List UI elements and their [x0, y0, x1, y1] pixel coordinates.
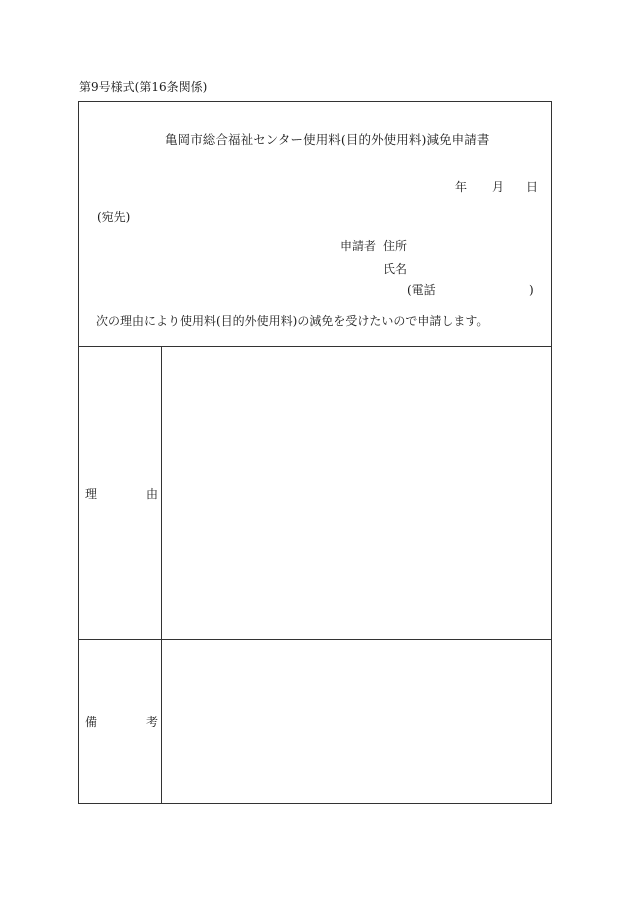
applicant-label: 申請者	[340, 239, 377, 253]
phone-close-paren: )	[529, 283, 534, 297]
reason-divider	[78, 639, 552, 640]
form-title: 亀岡市総合福祉センター使用料(目的外使用料)減免申請書	[165, 132, 490, 147]
form-frame	[78, 101, 552, 804]
form-number: 第9号様式(第16条関係)	[79, 80, 208, 94]
remarks-label-char-1: 備	[85, 715, 98, 729]
phone-label: (電話	[407, 283, 436, 297]
date-year-label: 年	[455, 180, 468, 194]
application-statement: 次の理由により使用料(目的外使用料)の減免を受けたいので申請します。	[96, 314, 489, 328]
remarks-label-char-2: 考	[146, 715, 159, 729]
name-label: 氏名	[383, 262, 408, 276]
addressee-label: (宛先)	[97, 210, 131, 224]
address-label: 住所	[383, 239, 408, 253]
date-month-label: 月	[492, 180, 505, 194]
header-divider	[78, 346, 552, 347]
reason-label-char-1: 理	[85, 487, 98, 501]
label-column-divider	[161, 346, 162, 804]
reason-label-char-2: 由	[146, 487, 159, 501]
date-day-label: 日	[526, 180, 539, 194]
